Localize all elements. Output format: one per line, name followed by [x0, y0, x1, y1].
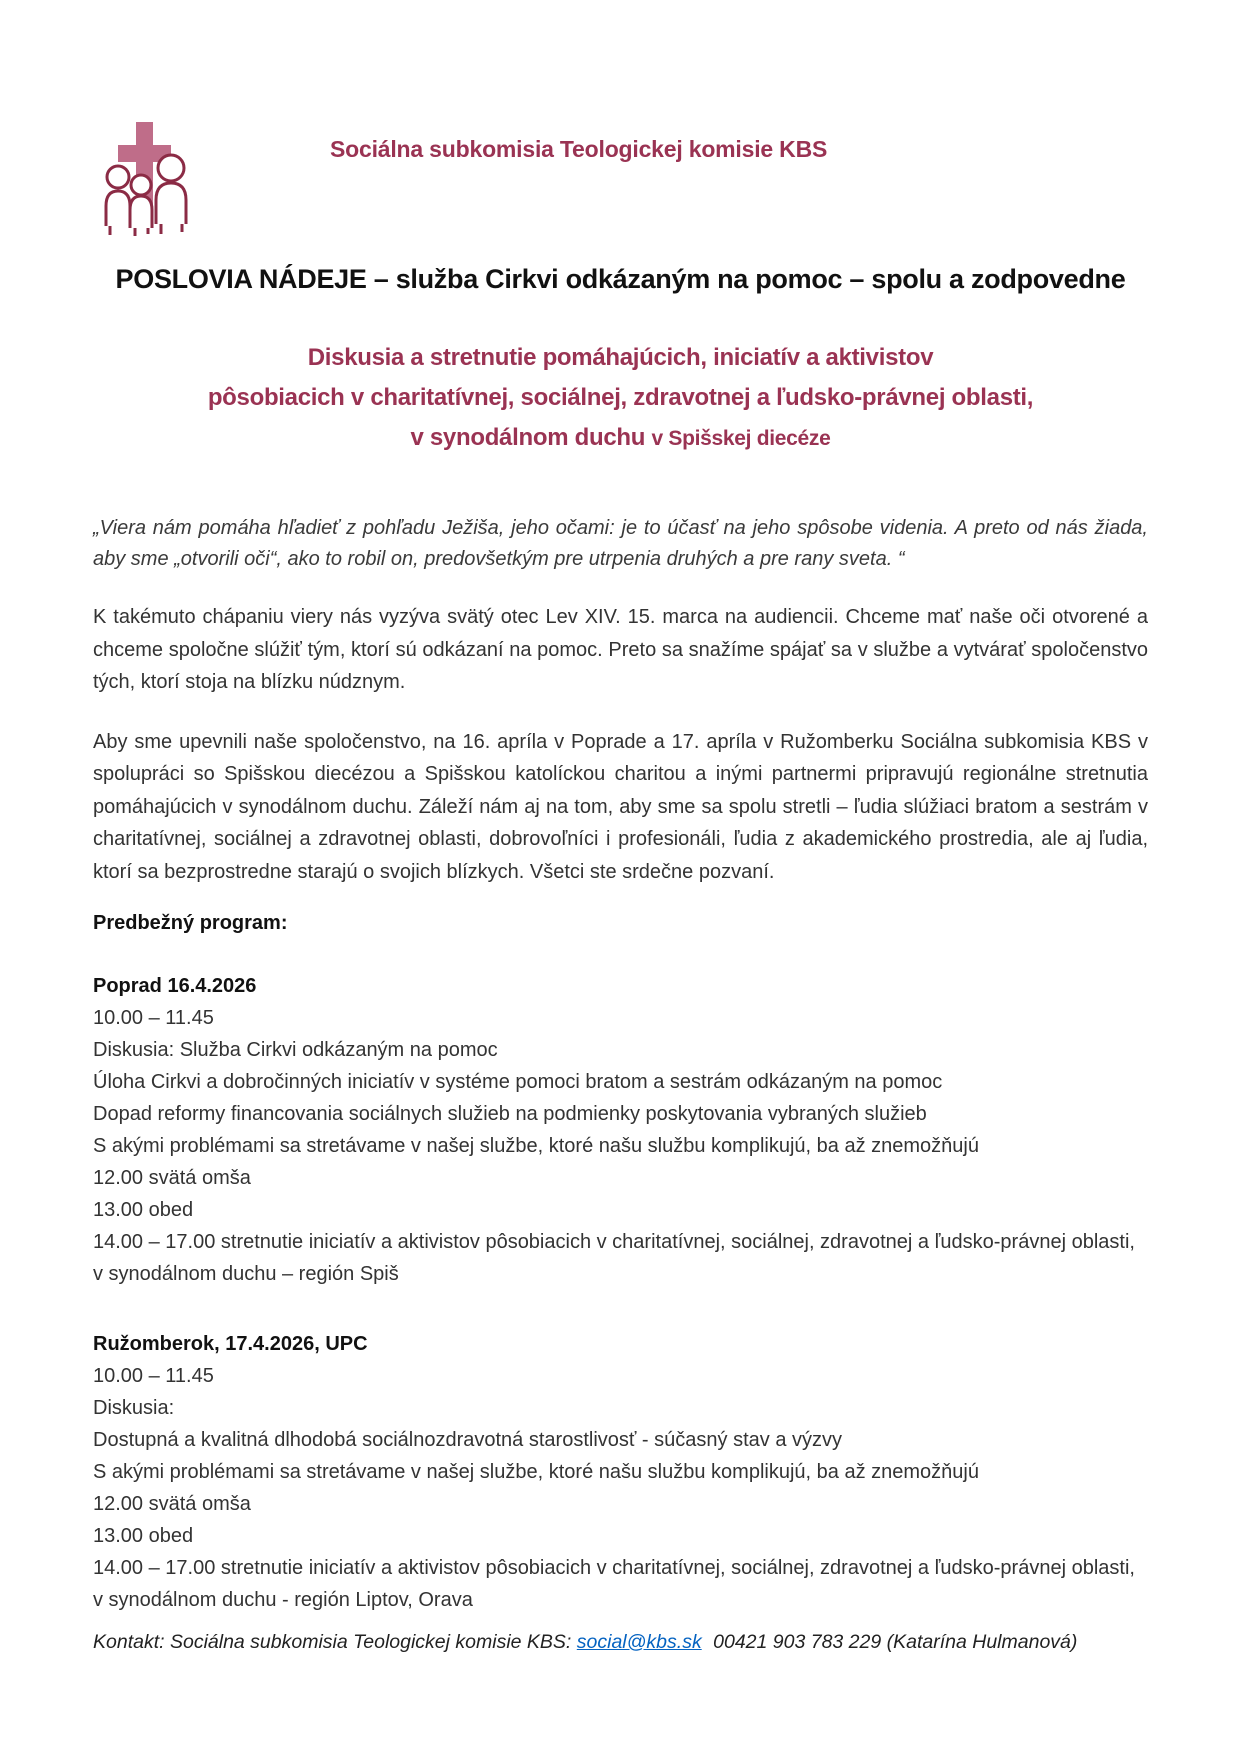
- program-line: Dostupná a kvalitná dlhodobá sociálnozdravotná starostlivosť - súčasný stav a výzvy: [93, 1429, 842, 1451]
- subtitle-line-3-diocese: v Spišskej diecéze: [651, 427, 831, 450]
- program-line: S akými problémami sa stretávame v našej službe, ktoré našu službu komplikujú, ba až znemožňujú: [93, 1461, 979, 1483]
- logo-figure-left: [106, 166, 130, 235]
- page-title: POSLOVIA NÁDEJE – služba Cirkvi odkázaným na pomoc – spolu a zodpovedne: [115, 264, 1126, 294]
- organization-name: Sociálna subkomisia Teologickej komisie KBS: [330, 136, 828, 162]
- program-line: 13.00 obed: [93, 1525, 194, 1547]
- logo-figure-right: [156, 155, 186, 234]
- program-heading: Predbežný program:: [93, 912, 288, 934]
- subtitle-line-3: [93, 418, 1148, 459]
- section-heading-ruzomberok: Ružomberok, 17.4.2026, UPC: [93, 1333, 368, 1355]
- contact-email-link[interactable]: social@kbs.sk: [576, 1631, 702, 1653]
- program-section-ruzomberok: [93, 1328, 1148, 1616]
- subtitle-line-2: pôsobiacich v charitatívnej, sociálnej, zdravotnej a ľudsko-právnej oblasti,: [207, 384, 1034, 411]
- contact-text: Kontakt: Sociálna subkomisia Teologickej komisie KBS:: [93, 1631, 572, 1653]
- body-paragraph-1: K takémuto chápaniu viery nás vyzýva svätý otec Lev XIV. 15. marca na audiencii. Chceme mať naše oči otvorené a chceme spoločne slúžiť tým, ktorí sú odkázaní na pomoc. Preto sa snažíme spájať sa v službe a vytvárať spoločenstvo tých, ktorí stoja na blízku núdznym.: [93, 606, 1148, 693]
- event-subtitle: [93, 338, 1148, 459]
- program-line: 12.00 svätá omša: [93, 1493, 251, 1515]
- program-line: 13.00 obed: [93, 1199, 194, 1221]
- program-line: 10.00 – 11.45: [93, 1007, 214, 1029]
- body-paragraph-2: Aby sme upevnili naše spoločenstvo, na 16. apríla v Poprade a 17. apríla v Ružomberku Sociálna subkomisia KBS v spolupráci so Spišskou diecézou a Spišskou katolíckou charitou a inými partnermi pripravujú regionálne stretnutia pomáhajúcich v synodálnom duchu. Záleží nám aj na tom, aby sme sa spolu stretli – ľudia slúžiaci bratom a sestrám v charitatívnej, sociálnej a zdravotnej oblasti, dobrovoľníci i profesionáli, ľudia z akademického prostredia, ale aj ľudia, ktorí sa bezprostredne starajú o svojich blízkych. Všetci ste srdečne pozvaní.: [93, 730, 1148, 883]
- kbs-cross-figures-logo-icon: [95, 114, 207, 236]
- program-line: 12.00 svätá omša: [93, 1167, 251, 1189]
- program-line: Dopad reformy financovania sociálnych služieb na podmienky poskytovania vybraných služieb: [93, 1103, 927, 1125]
- program-line: Úloha Cirkvi a dobročinných iniciatív v systéme pomoci bratom a sestrám odkázaným na pomoc: [93, 1071, 943, 1093]
- section-heading-poprad: Poprad 16.4.2026: [93, 975, 257, 997]
- subtitle-line-3-main: v synodálnom duchu: [410, 424, 646, 451]
- contact-phone: 00421 903 783 229 (Katarína Hulmanová): [713, 1631, 1078, 1653]
- contact-footer: [93, 1628, 1148, 1656]
- program-line: Diskusia:: [93, 1397, 175, 1419]
- program-line: Diskusia: Služba Cirkvi odkázaným na pomoc: [93, 1039, 498, 1061]
- document-header: [93, 112, 1148, 234]
- program-section-poprad: [93, 970, 1148, 1290]
- program-line: S akými problémami sa stretávame v našej službe, ktoré našu službu komplikujú, ba až znemožňujú: [93, 1135, 979, 1157]
- program-line: 10.00 – 11.45: [93, 1365, 214, 1387]
- program-line: 14.00 – 17.00 stretnutie iniciatív a aktivistov pôsobiacich v charitatívnej, sociálnej, zdravotnej a ľudsko-právnej oblasti, v synodálnom duchu – región Spiš: [93, 1231, 1135, 1285]
- logo-figure-middle: [130, 175, 152, 236]
- program-line: 14.00 – 17.00 stretnutie iniciatív a aktivistov pôsobiacich v charitatívnej, sociálnej, zdravotnej a ľudsko-právnej oblasti, v synodálnom duchu - región Liptov, Orava: [93, 1557, 1135, 1611]
- subtitle-line-1: Diskusia a stretnutie pomáhajúcich, iniciatív a aktivistov: [307, 344, 934, 371]
- quote-paragraph: „Viera nám pomáha hľadieť z pohľadu Ježiša, jeho očami: je to účasť na jeho spôsobe videnia. A preto od nás žiada, aby sme „otvorili oči“, ako to robil on, predovšetkým pre utrpenia druhých a pre rany sveta. “: [93, 517, 1148, 570]
